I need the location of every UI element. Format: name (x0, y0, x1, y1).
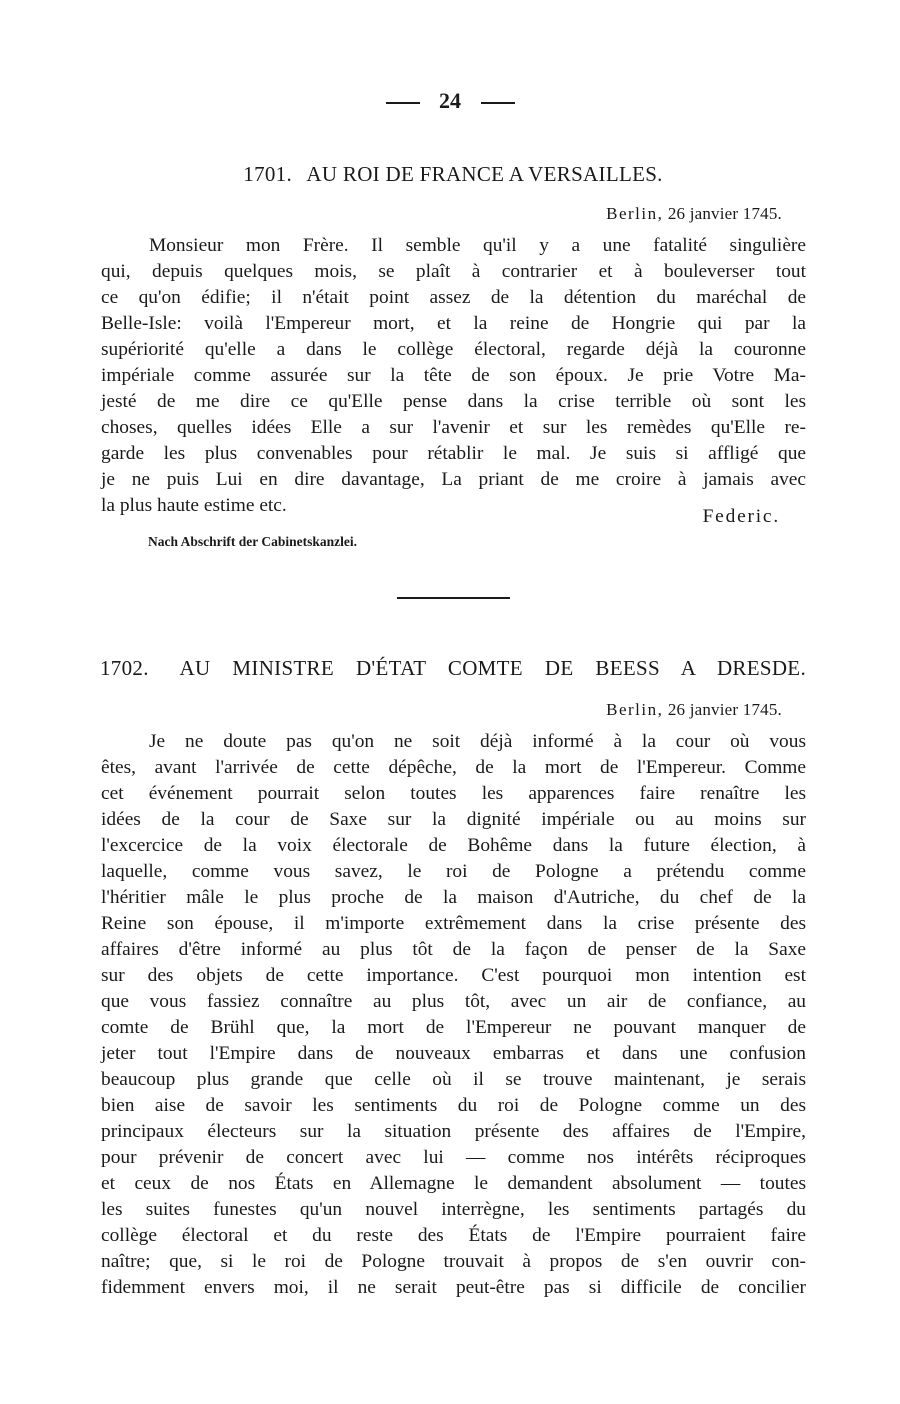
body-line: principaux électeurs sur la situation présente des affaires de l'Empire, (101, 1121, 806, 1142)
letter-number: 1701. (243, 162, 293, 186)
letter-1702-body (101, 729, 806, 1301)
body-line: garde les plus convenables pour rétablir le mal. Je suis si affligé que (101, 443, 806, 464)
body-line: pour prévenir de concert avec lui — comme nos intérêts réciproques (101, 1147, 806, 1168)
body-line: choses, quelles idées Elle a sur l'avenir et sur les remèdes qu'Elle re- (101, 417, 806, 438)
body-line: je ne puis Lui en dire davantage, La priant de me croire à jamais avec (101, 469, 806, 490)
right-dash-rule (481, 102, 515, 104)
letter-1701-dateline (606, 204, 782, 224)
dateline-date: 26 janvier 1745. (667, 700, 782, 719)
left-dash-rule (386, 102, 420, 104)
body-line: fidemment envers moi, il ne serait peut-être pas si difficile de concilier (101, 1277, 806, 1298)
body-line: Je ne doute pas qu'on ne soit déjà informé à la cour où vous (149, 731, 806, 752)
body-line: beaucoup plus grande que celle où il se trouve maintenant, je serais (101, 1069, 806, 1090)
body-line: la plus haute estime etc. (101, 495, 287, 516)
body-line: qui, depuis quelques mois, se plaît à contrarier et à bouleverser tout (101, 261, 806, 282)
letter-number: 1702. (100, 656, 149, 680)
body-line: Monsieur mon Frère. Il semble qu'il y a une fatalité singulière (149, 235, 806, 256)
body-line: bien aise de savoir les sentiments du roi de Pologne comme un des (101, 1095, 806, 1116)
letter-title: AU ROI DE FRANCE A VERSAILLES. (306, 162, 663, 186)
body-line: êtes, avant l'arrivée de cette dépêche, de la mort de l'Empereur. Comme (101, 757, 806, 778)
body-line: supériorité qu'elle a dans le collège électoral, regarde déjà la couronne (101, 339, 806, 360)
body-line: comte de Brühl que, la mort de l'Empereur ne pouvant manquer de (101, 1017, 806, 1038)
body-line: l'héritier mâle le plus proche de la maison d'Autriche, du chef de la (101, 887, 806, 908)
body-line: sur des objets de cette importance. C'est pourquoi mon intention est (101, 965, 806, 986)
section-divider (397, 597, 510, 599)
letter-1701-signature: Federic. (702, 506, 780, 527)
letter-1701-body (101, 233, 806, 519)
body-line: que vous fassiez connaître au plus tôt, avec un air de confiance, au (101, 991, 806, 1012)
body-line: laquelle, comme vous savez, le roi de Pologne a prétendu comme (101, 861, 806, 882)
letter-1701-heading (100, 162, 806, 187)
letter-1702-heading (100, 656, 806, 681)
body-line: affaires d'être informé au plus tôt de la façon de penser de la Saxe (101, 939, 806, 960)
body-line: ce qu'on édifie; il n'était point assez de la détention du maréchal de (101, 287, 806, 308)
page-number-line (0, 88, 900, 114)
dateline-date: 26 janvier 1745. (667, 204, 782, 223)
source-note: Nach Abschrift der Cabinetskanzlei. (148, 534, 358, 549)
body-line: l'excercice de la voix électorale de Bohême dans la future élection, à (101, 835, 806, 856)
body-line: naître; que, si le roi de Pologne trouvait à propos de s'en ouvrir con- (101, 1251, 806, 1272)
body-line: les suites funestes qu'un nouvel interrègne, les sentiments partagés du (101, 1199, 806, 1220)
body-line: Reine son épouse, il m'importe extrêmement dans la crise présente des (101, 913, 806, 934)
body-line: idées de la cour de Saxe sur la dignité impériale ou au moins sur (101, 809, 806, 830)
page-number: 24 (439, 88, 461, 113)
body-line: Belle-Isle: voilà l'Empereur mort, et la reine de Hongrie qui par la (101, 313, 806, 334)
body-line: et ceux de nos États en Allemagne le demandent absolument — toutes (101, 1173, 806, 1194)
body-line: jesté de me dire ce qu'Elle pense dans la crise terrible où sont les (101, 391, 806, 412)
body-line: collège électoral et du reste des États de l'Empire pourraient faire (101, 1225, 806, 1246)
letter-1702-dateline (606, 700, 782, 720)
letter-title: AU MINISTRE D'ÉTAT COMTE DE BEESS A DRESDE. (179, 656, 806, 680)
dateline-place: Berlin, (606, 204, 664, 223)
body-line: jeter tout l'Empire dans de nouveaux embarras et dans une confusion (101, 1043, 806, 1064)
body-line: cet événement pourrait selon toutes les apparences faire renaître les (101, 783, 806, 804)
dateline-place: Berlin, (606, 700, 664, 719)
body-line: impériale comme assurée sur la tête de son époux. Je prie Votre Ma- (101, 365, 806, 386)
